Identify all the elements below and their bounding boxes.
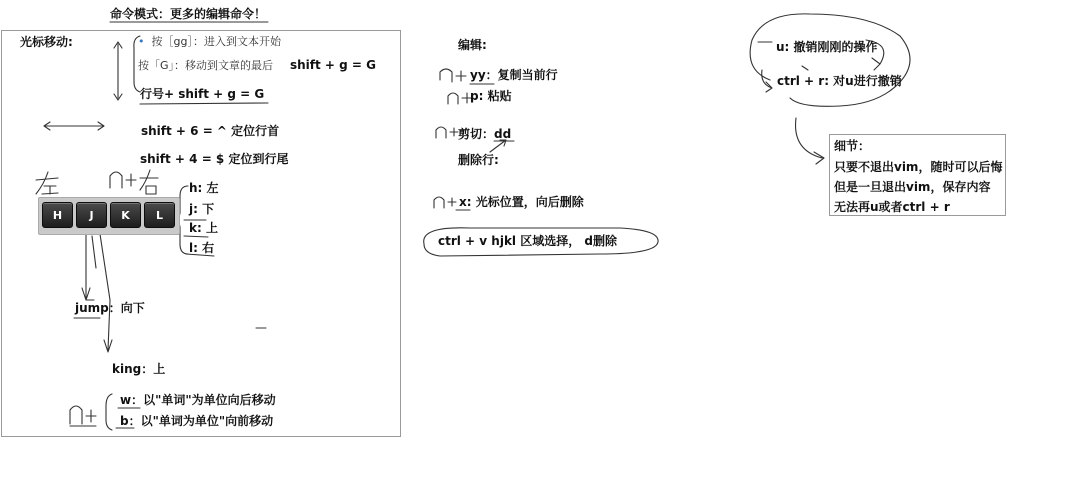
visual-select: ctrl + v hjkl 区域选择， d删除	[438, 234, 617, 248]
arrow-to-detail	[796, 118, 824, 164]
G-command: shift + g = G	[290, 58, 377, 72]
king-up: king：上	[112, 362, 166, 376]
handwritten-n-plus-x	[434, 197, 456, 208]
key-l: L	[144, 202, 175, 228]
u-undo: u: 撤销刚刚的操作	[776, 40, 878, 54]
edit-heading: 编辑:	[458, 38, 487, 52]
G-hint: 按「G」：移动到文章的最后	[138, 59, 274, 72]
l-right: l: 右	[189, 241, 215, 255]
detail-line-3: 无法再u或者ctrl + r	[834, 200, 950, 214]
arrow-dd	[490, 140, 506, 152]
jump-down: jump：向下	[75, 301, 145, 315]
delete-line: 删除行:	[458, 153, 499, 167]
b-backward: b：以"单词为单位"向前移动	[120, 414, 274, 428]
detail-title: 细节：	[834, 139, 871, 153]
detail-line-1: 只要不退出vim，随时可以后悔	[834, 160, 1003, 174]
handwritten-n-plus-cut	[436, 127, 458, 138]
line-goto: 行号+ shift + g = G	[140, 87, 265, 101]
line-end: shift + 4 = $ 定位到行尾	[140, 152, 289, 166]
ctrl-r-redo: ctrl + r: 对u进行撤销	[777, 74, 902, 88]
k-up: k: 上	[189, 221, 218, 235]
line-start: shift + 6 = ^ 定位行首	[141, 124, 280, 138]
page-title: 命令模式：更多的编辑命令！	[110, 7, 267, 21]
j-down: j: 下	[189, 202, 215, 216]
cursor-heading: 光标移动:	[20, 35, 73, 49]
handwritten-n-plus-p	[448, 93, 472, 104]
key-h: H	[42, 202, 73, 228]
x-delete: x: 光标位置，向后删除	[459, 195, 584, 209]
handwritten-n-plus-yy	[440, 69, 466, 82]
h-left: h: 左	[189, 181, 219, 195]
gg-hint: • 按［gg］：进入到文本开始	[138, 35, 281, 48]
undo-loop	[750, 14, 910, 106]
key-j: J	[76, 202, 107, 228]
p-paste: p: 粘贴	[470, 89, 512, 103]
detail-line-2: 但是一旦退出vim，保存内容	[834, 180, 991, 194]
yy-copy: yy：复制当前行	[470, 68, 558, 82]
key-k: K	[110, 202, 141, 228]
w-forward: w：以"单词"为单位向后移动	[120, 393, 276, 407]
cut-dd: 剪切：dd	[458, 127, 512, 141]
